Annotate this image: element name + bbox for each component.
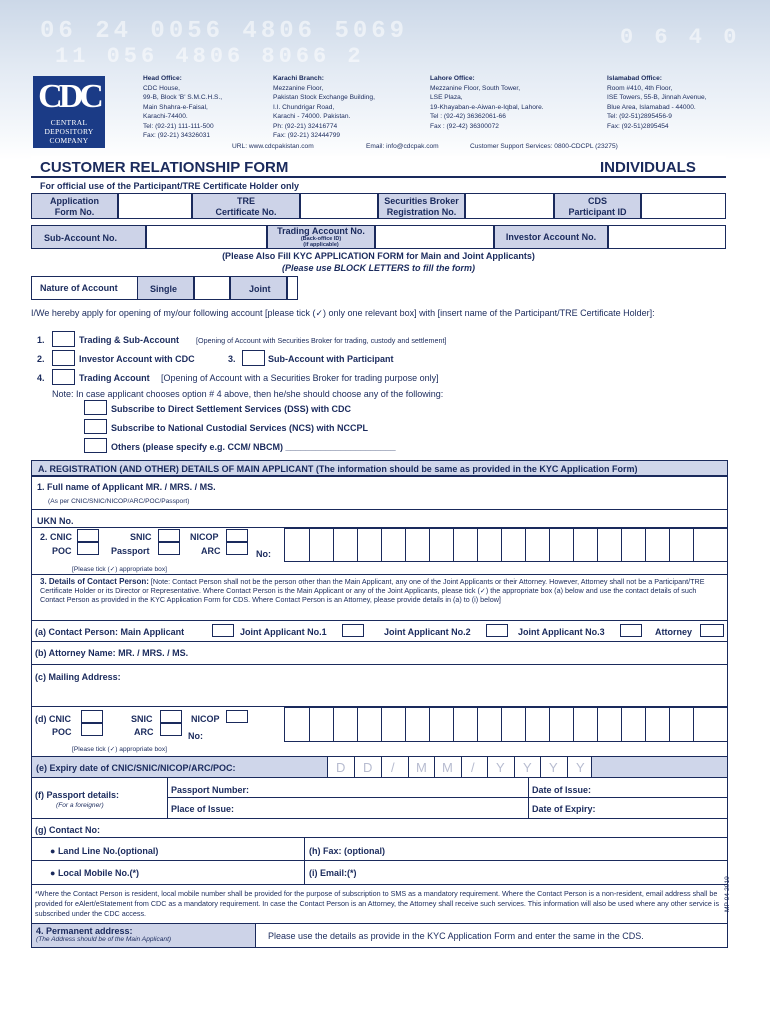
cdc-logo (33, 76, 105, 148)
trading-account-input[interactable] (375, 225, 494, 249)
contact-person-text: [Note: Contact Person shall not be the person other than the Main Applicant, any one of the Joint Applicants or their Attorney. However, Attorney shall not be a Participant/TRE Certificate Holder or its Director or Representative. Where Contact Person is the Main Applicant or any of the Joint Applicants, please tick (✓) the appropriate box (a) below and use the contact details of such Contact Person as provided in the KYC Application Form for CDS. Where Contact Person is an Attorney, please provide details in (a) to (i) below] (40, 577, 705, 604)
option-1-checkbox[interactable] (52, 331, 75, 347)
ho-line: 99-B, Block 'B' S.M.C.H.S., (143, 94, 223, 101)
expiry-placeholder: Y (523, 760, 532, 775)
attorney-checkbox[interactable] (700, 624, 724, 637)
lo-line: Mezzanine Floor, South Tower, (430, 84, 521, 92)
option-1-num: 1. (37, 335, 45, 345)
permanent-address-label-box (31, 923, 256, 948)
if-applicable: (if applicable) (303, 242, 339, 248)
trading-account-label (267, 225, 375, 249)
snic-label: SNIC (130, 532, 152, 542)
joint-1-label: Joint Applicant No.1 (240, 627, 327, 637)
trading-account-text: Trading Account No. (277, 226, 365, 236)
sub-account-input[interactable] (146, 225, 267, 249)
others-checkbox[interactable] (84, 438, 107, 453)
cds-participant-input[interactable] (641, 193, 726, 219)
expiry-date-input[interactable] (327, 756, 592, 778)
investor-account-input[interactable] (608, 225, 726, 249)
d-tick-note: [Please tick (✓) appropriate box] (72, 746, 167, 753)
option-4-desc: [Opening of Account with a Securities Broker for trading purpose only] (161, 373, 439, 383)
divider (31, 641, 728, 642)
divider (528, 778, 529, 818)
ho-line: Main Shahra-e-Faisal, (143, 103, 208, 111)
passport-checkbox[interactable] (158, 542, 180, 555)
date-of-issue-label: Date of Issue: (532, 785, 592, 795)
option-4-title: Trading Account (79, 373, 150, 383)
io-line: Room #410, 4th Floor, (607, 84, 673, 92)
permanent-address-label: 4. Permanent address: (36, 926, 133, 936)
islamabad-title: Islamabad Office: (607, 75, 662, 82)
kb-line: Mezzanine Floor, (273, 84, 324, 92)
lo-line: LSE Plaza, (430, 94, 463, 101)
poc-checkbox[interactable] (77, 542, 99, 555)
footnote: *Where the Contact Person is resident, local mobile number shall be provided for the purpose of subscription to SMS as a mandatory requirement. Where the Contact Person is a non-resident, email address shall be provided for eAlert/eStatement from CDC as a mandatory requirement. In case the Contact Person is an Attorney, the Attorney shall receive such services. This information will also be used where any other service is subscribed under the CDC access. (35, 889, 720, 918)
head-office-title: Head Office: (143, 75, 182, 82)
expiry-placeholder: Y (549, 760, 558, 775)
url-link[interactable]: URL: www.cdcpakistan.com (232, 143, 314, 150)
logo-line3: COMPANY (49, 136, 89, 145)
ho-line: Karachi-74400. (143, 113, 188, 120)
kb-line: Fax: (92-21) 32444799 (273, 132, 341, 139)
option-4-num: 4. (37, 373, 45, 383)
block-letters-note: (Please use BLOCK LETTERS to fill the form) (281, 263, 476, 273)
place-of-issue-label: Place of Issue: (171, 804, 235, 814)
joint-3-checkbox[interactable] (620, 624, 642, 637)
d-number-input[interactable] (284, 707, 728, 742)
official-use-label: For official use of the Participant/TRE Certificate Holder only (40, 181, 300, 191)
landline-label: ● Land Line No.(optional) (50, 846, 159, 856)
option-2-num: 2. (37, 354, 45, 364)
support-line: Customer Support Services: 0800-CDCPL (23275) (470, 143, 618, 150)
d-no-label: No: (188, 731, 203, 741)
ukn-label: UKN No. (37, 516, 74, 526)
dss-checkbox[interactable] (84, 400, 107, 415)
karachi-branch (273, 74, 413, 141)
d-cnic-label: (d) CNIC (35, 714, 71, 724)
expiry-placeholder: D (336, 760, 346, 775)
lahore-office (430, 74, 590, 131)
application-form-input[interactable] (118, 193, 192, 219)
main-applicant-label: (a) Contact Person: Main Applicant (35, 627, 185, 637)
others-label: Others (please specify e.g. CCM/ NBCM) ______________________ (111, 442, 396, 452)
contact-person-title: 3. Details of Contact Person: (40, 577, 149, 586)
poc-label: POC (52, 546, 72, 556)
option-3-checkbox[interactable] (242, 350, 265, 366)
arc-label: ARC (201, 546, 221, 556)
expiry-placeholder: Y (576, 760, 585, 775)
date-of-expiry-label: Date of Expiry: (532, 804, 596, 814)
attorney-name-label: (b) Attorney Name: MR. / MRS. / MS. (35, 648, 189, 658)
cnic-label: 2. CNIC (40, 532, 73, 542)
sub-account-label: Sub-Account No. (31, 225, 146, 249)
passport-number-label: Passport Number: (171, 785, 250, 795)
kb-line: I.I. Chundrigar Road, (273, 103, 335, 111)
divider (31, 860, 728, 861)
tre-certificate-label: TRE Certificate No. (192, 193, 300, 219)
back-office-id: (Back-office ID) (300, 236, 342, 242)
divider (31, 837, 728, 838)
divider (31, 664, 728, 665)
expiry-label: (e) Expiry date of CNIC/SNIC/NICOP/ARC/POC: (36, 763, 236, 773)
joint-2-label: Joint Applicant No.2 (384, 627, 471, 637)
islamabad-office (607, 74, 737, 131)
single-label: Single (137, 276, 194, 300)
mailing-address-label: (c) Mailing Address: (35, 672, 121, 682)
d-nicop-label: NICOP (191, 714, 220, 724)
ho-line: CDC House, (143, 84, 181, 92)
head-office (143, 74, 263, 141)
expiry-placeholder: M (442, 760, 453, 775)
kyc-note: (Please Also Fill KYC APPLICATION FORM for Main and Joint Applicants) (222, 251, 535, 261)
landline-text: Land Line No.(optional) (57, 846, 159, 856)
bg-numbers-2: 11 056 4806 8066 2 (55, 44, 365, 69)
option-3-num: 3. (228, 354, 236, 364)
kb-line: Pakistan Stock Exchange Building, (273, 94, 375, 101)
bg-numbers-1: 06 24 0056 4806 5069 (40, 18, 409, 45)
cnic-checkbox[interactable] (77, 529, 99, 542)
d-poc-checkbox[interactable] (81, 723, 103, 736)
single-checkbox[interactable] (194, 276, 230, 300)
dss-label: Subscribe to Direct Settlement Services (DSS) with CDC (111, 404, 352, 414)
section-a-header: A. REGISTRATION (AND OTHER) DETAILS OF MAIN APPLICANT (The information should be same as provided in the KYC Application Form) (31, 460, 728, 476)
full-name-label: 1. Full name of Applicant MR. / MRS. / MS. (37, 482, 216, 492)
passport-label: Passport (111, 546, 150, 556)
form-type: INDIVIDUALS (600, 159, 696, 176)
contact-person-note (40, 577, 720, 604)
snic-checkbox[interactable] (158, 529, 180, 542)
option-1-desc: [Opening of Account with Securities Broker for trading, custody and settlement] (196, 336, 447, 345)
io-line: Tel: (92-51)2895456-9 (607, 113, 672, 120)
note-text: Note: In case applicant chooses option # 4 above, then he/she should choose any of the following: (52, 389, 444, 399)
intro-text: I/We hereby apply for opening of my/our following account [please tick (✓) only one relevant box] with [insert name of the Participant/TRE Certificate Holder]: (31, 308, 655, 318)
joint-1-checkbox[interactable] (342, 624, 364, 637)
ho-line: Fax: (92-21) 34326031 (143, 132, 211, 139)
ho-line: Tel: (92-21) 111-111-500 (143, 122, 214, 130)
logo-line2: DEPOSITORY (44, 127, 94, 136)
nicop-label: NICOP (190, 532, 219, 542)
contact-no-label: (g) Contact No: (35, 825, 100, 835)
d-snic-checkbox[interactable] (160, 710, 182, 723)
expiry-placeholder: / (471, 760, 475, 775)
cds-participant-label: CDS Participant ID (554, 193, 641, 219)
option-2-checkbox[interactable] (52, 350, 75, 366)
lahore-title: Lahore Office: (430, 75, 475, 82)
option-3-title: Sub-Account with Participant (268, 354, 394, 364)
passport-sub: (For a foreigner) (56, 802, 104, 809)
d-nicop-checkbox[interactable] (226, 710, 248, 723)
permanent-address-text: Please use the details as provide in the KYC Application Form and enter the same in the CDS. (268, 931, 644, 941)
io-line: Blue Area, Islamabad - 44000. (607, 103, 696, 111)
divider (31, 509, 728, 510)
expiry-placeholder: M (416, 760, 427, 775)
joint-checkbox[interactable] (287, 276, 298, 300)
expiry-placeholder: / (391, 760, 395, 775)
divider (31, 574, 728, 575)
id-tick-note: [Please tick (✓) appropriate box] (72, 566, 167, 573)
tre-certificate-input[interactable] (300, 193, 378, 219)
bg-numbers-3: 0 6 4 0 (620, 25, 741, 50)
form-title: CUSTOMER RELATIONSHIP FORM (40, 159, 289, 176)
ncs-checkbox[interactable] (84, 419, 107, 434)
form-code: MP 04-2019 (724, 876, 731, 912)
id-no-label: No: (256, 549, 271, 559)
d-arc-label: ARC (134, 727, 154, 737)
passport-details-label: (f) Passport details: (35, 790, 120, 800)
d-snic-label: SNIC (131, 714, 153, 724)
application-form-label: Application Form No. (31, 193, 118, 219)
d-poc-label: POC (52, 727, 72, 737)
permanent-address-sub: (The Address should be of the Main Applicant) (36, 936, 172, 943)
divider (31, 884, 728, 885)
divider (31, 620, 728, 621)
as-per-note: (As per CNIC/SNIC/NICOP/ARC/POC/Passport) (48, 498, 190, 505)
email-field-label: (i) Email:(*) (309, 868, 357, 878)
logo-line1: CENTRAL (50, 118, 88, 127)
ncs-label: Subscribe to National Custodial Services (NCS) with NCCPL (111, 423, 369, 433)
option-2-title: Investor Account with CDC (79, 354, 195, 364)
io-line: ISE Towers, 55-B, Jinnah Avenue, (607, 94, 707, 101)
divider (167, 797, 728, 798)
nicop-checkbox[interactable] (226, 529, 248, 542)
expiry-placeholder: Y (496, 760, 505, 775)
lo-line: Fax : (92-42) 36300072 (430, 122, 499, 130)
broker-registration-input[interactable] (465, 193, 554, 219)
fax-label: (h) Fax: (optional) (309, 846, 385, 856)
option-4-checkbox[interactable] (52, 369, 75, 385)
mobile-text: Local Mobile No.(*) (57, 868, 139, 878)
joint-label: Joint (230, 276, 287, 300)
nature-label: Nature of Account (40, 283, 118, 293)
option-1-title: Trading & Sub-Account (79, 335, 179, 345)
karachi-title: Karachi Branch: (273, 75, 324, 82)
joint-3-label: Joint Applicant No.3 (518, 627, 605, 637)
joint-2-checkbox[interactable] (486, 624, 508, 637)
divider (31, 818, 728, 819)
attorney-label: Attorney (655, 627, 693, 637)
lo-line: 19-Khayaban-e-Aiwan-e-Iqbal, Lahore. (430, 103, 544, 111)
mobile-label: ● Local Mobile No.(*) (50, 868, 139, 878)
divider (167, 778, 168, 818)
email-link[interactable]: Email: info@cdcpak.com (366, 143, 439, 150)
id-number-input[interactable] (284, 528, 728, 562)
lo-line: Tel : (92-42) 36362061-66 (430, 113, 506, 120)
io-line: Fax: (92-51)2895454 (607, 122, 669, 130)
arc-checkbox[interactable] (226, 542, 248, 555)
main-applicant-checkbox[interactable] (212, 624, 234, 637)
investor-account-label: Investor Account No. (494, 225, 608, 249)
d-arc-checkbox[interactable] (160, 723, 182, 736)
expiry-placeholder: D (363, 760, 373, 775)
kb-line: Karachi - 74000. Pakistan. (273, 113, 351, 120)
broker-registration-label: Securities Broker Registration No. (378, 193, 465, 219)
logo-mark: CDC (38, 78, 100, 115)
kb-line: Ph: (92-21) 32416774 (273, 122, 338, 130)
d-cnic-checkbox[interactable] (81, 710, 103, 723)
